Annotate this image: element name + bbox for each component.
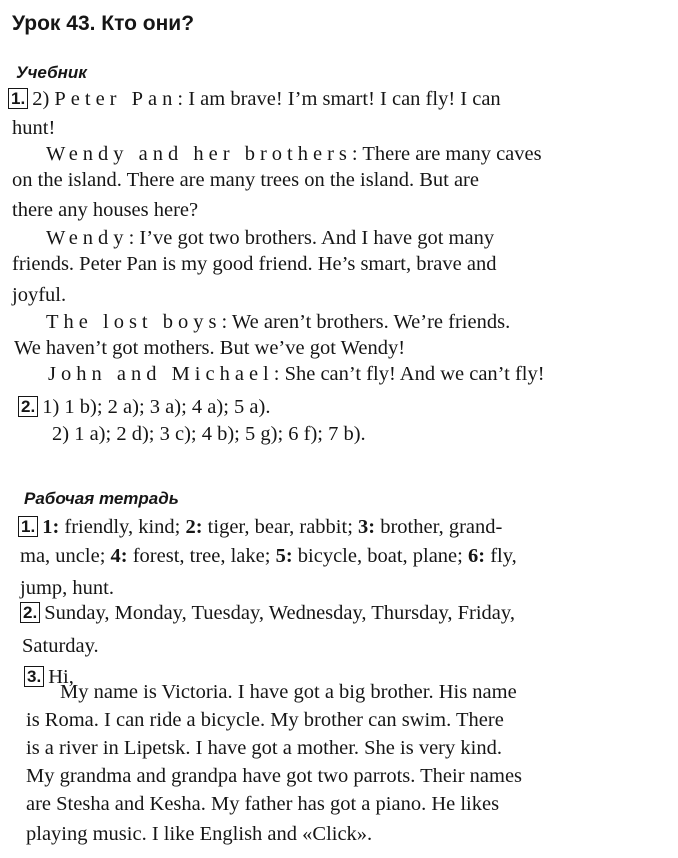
workbook-ex1-line-3: jump, hunt. [20,577,114,599]
item-number: 4: [110,545,128,567]
textbook-ex2-line-2: 2) 1 a); 2 d); 3 c); 4 b); 5 g); 6 f); 7 b). [52,423,366,445]
part-label: 2) [32,88,50,110]
speaker: The lost boys [46,311,222,333]
item-text: forest, tree, lake; [127,545,276,567]
exercise-number: 1. [8,88,28,109]
workbook-ex3-line-6: playing music. I like English and «Click». [26,823,373,845]
workbook-ex1-line-2 [20,544,517,568]
greeting: Hi, [48,666,74,688]
item-number: 1: [42,516,60,538]
speaker: Wendy [46,227,129,249]
item-number: 2: [185,516,203,538]
textbook-ex1-line-2: hunt! [12,117,56,139]
textbook-heading: Учебник [16,63,87,82]
speech: : I’ve got two brothers. And I have got many [128,227,495,249]
workbook-heading: Рабочая тетрадь [24,489,179,508]
exercise-number: 1. [18,516,38,537]
textbook-ex1-line-10: We haven’t got mothers. But we’ve got Wendy! [14,337,406,359]
workbook-ex2-line-2: Saturday. [22,635,99,657]
textbook-ex1-line-6 [46,226,494,250]
answer-row: 1) 1 b); 2 a); 3 a); 4 a); 5 a). [42,396,271,418]
item-text: ma, uncle; [20,545,111,567]
item-number: 3: [358,516,376,538]
item-text: fly, [485,545,517,567]
answer-row: Sunday, Monday, Tuesday, Wednesday, Thursday, Friday, [44,602,515,624]
workbook-ex3-line-4: My grandma and grandpa have got two parrots. Their names [26,765,523,787]
speaker: Wendy and her brothers [46,143,352,165]
textbook-ex1-line-4: on the island. There are many trees on the island. But are [12,169,479,191]
item-text: brother, grand- [375,516,503,538]
textbook-ex1-line-5: there any houses here? [12,199,199,221]
exercise-number: 2. [20,602,40,623]
workbook-ex3-line-5: are Stesha and Kesha. My father has got a piano. He likes [26,793,500,815]
item-text: friendly, kind; [59,516,186,538]
exercise-number: 2. [18,396,38,417]
lesson-title: Урок 43. Кто они? [12,12,195,35]
speaker: Peter Pan [54,88,178,110]
textbook-ex1-line-11 [48,362,545,386]
textbook-ex1-line-1 [8,87,501,111]
textbook-ex1-line-8: joyful. [12,284,67,306]
textbook-ex2-line-1 [18,395,270,419]
item-number: 6: [467,545,486,567]
speech: : I am brave! I’m smart! I can fly! I can [177,88,501,110]
textbook-ex1-line-7: friends. Peter Pan is my good friend. He’s smart, brave and [12,253,497,275]
textbook-ex1-line-3 [46,142,542,166]
workbook-ex2-line-1 [20,601,515,625]
speech: : She can’t fly! And we can’t fly! [273,363,545,385]
item-number: 5: [275,545,293,567]
exercise-number: 3. [24,666,44,687]
speaker: John and Michael [48,363,274,385]
workbook-ex3-line-3: is a river in Lipetsk. I have got a mother. She is very kind. [26,737,502,759]
workbook-ex3-line-2: is Roma. I can ride a bicycle. My brother can swim. There [26,709,504,731]
speech: : There are many caves [351,143,542,165]
speech: : We aren’t brothers. We’re friends. [221,311,511,333]
workbook-ex3-line-1: My name is Victoria. I have got a big brother. His name [60,681,517,703]
workbook-ex1-line-1 [18,515,502,539]
textbook-ex1-line-9 [46,310,510,334]
item-text: bicycle, boat, plane; [292,545,468,567]
item-text: tiger, bear, rabbit; [202,516,359,538]
